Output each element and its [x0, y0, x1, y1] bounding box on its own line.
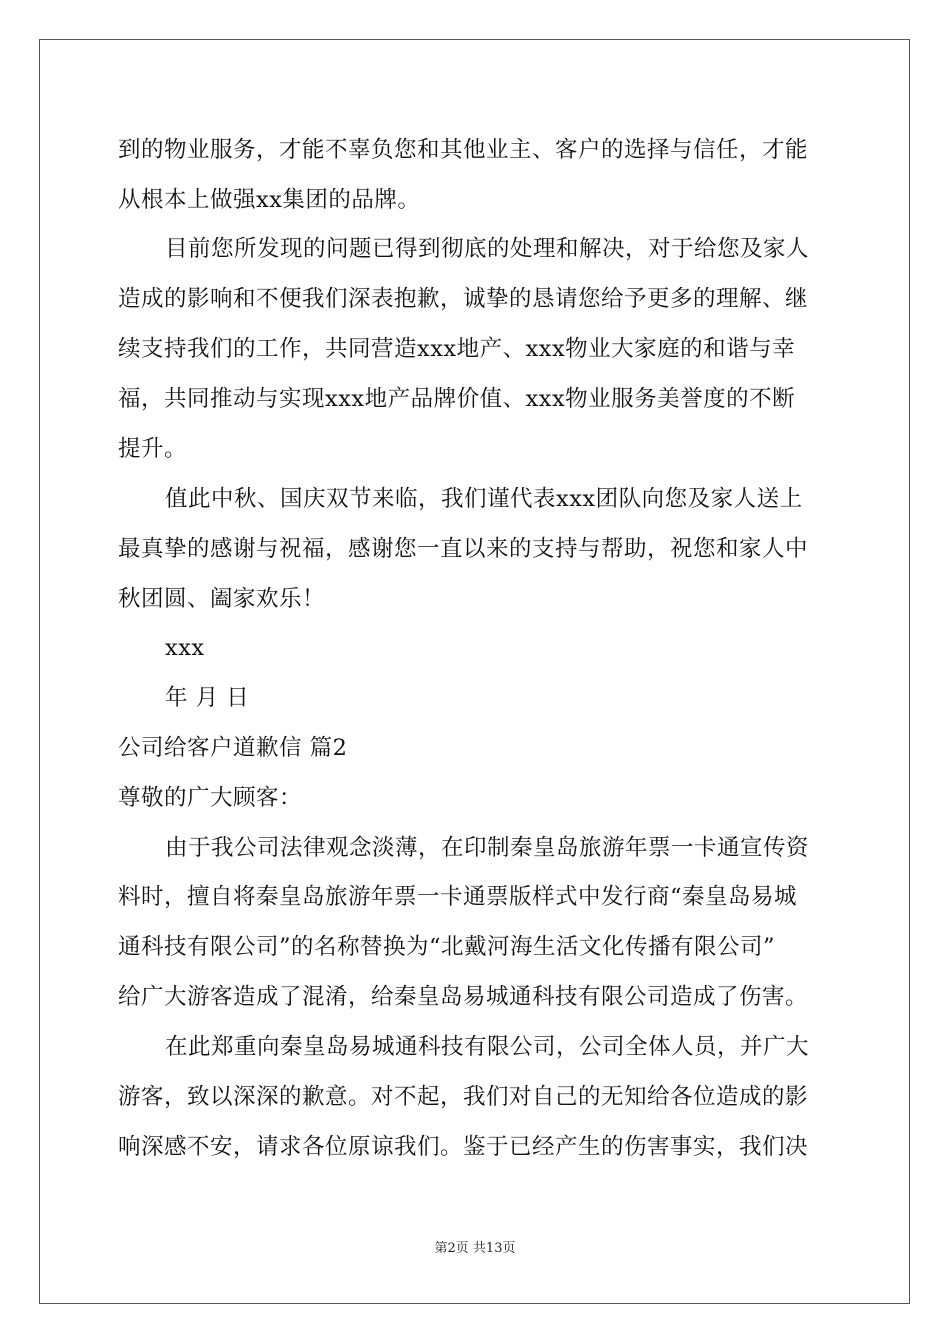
signature-date: 年 月 日 [165, 685, 250, 711]
text-line: 福，共同推动与实现xxx地产品牌价值、xxx物业服务美誉度的不断 [118, 386, 796, 412]
text-line: 从根本上做强xx集团的品牌。 [118, 187, 421, 213]
text-line: 秋团圆、阖家欢乐！ [118, 586, 326, 612]
text-line: 游客，致以深深的歉意。对不起，我们对自己的无知给各位造成的影 [118, 1084, 809, 1110]
text-line: 响深感不安，请求各位原谅我们。鉴于已经产生的伤害事实，我们决 [118, 1134, 809, 1160]
signature-name: xxx [165, 635, 205, 661]
text-line: 最真挚的感谢与祝福，感谢您一直以来的支持与帮助，祝您和家人中 [118, 536, 809, 562]
text-line: 给广大游客造成了混淆，给秦皇岛易城通科技有限公司造成了伤害。 [118, 984, 809, 1010]
text-line: 料时，擅自将秦皇岛旅游年票一卡通票版样式中发行商“秦皇岛易城 [118, 884, 798, 910]
text-line: 提升。 [118, 436, 188, 462]
text-line: 续支持我们的工作，共同营造xxx地产、xxx物业大家庭的和谐与幸 [118, 336, 796, 362]
page-footer: 第2页 共13页 [434, 1241, 516, 1256]
salutation: 尊敬的广大顾客： [118, 785, 303, 811]
section-heading: 公司给客户道歉信 篇2 [118, 735, 348, 761]
text-line: 由于我公司法律观念淡薄，在印制秦皇岛旅游年票一卡通宣传资 [165, 835, 810, 861]
text-line: 到的物业服务，才能不辜负您和其他业主、客户的选择与信任，才能 [118, 137, 809, 163]
text-line: 在此郑重向秦皇岛易城通科技有限公司，公司全体人员，并广大 [165, 1034, 810, 1060]
text-line: 造成的影响和不便我们深表抱歉，诚挚的恳请您给予更多的理解、继 [118, 286, 809, 312]
page-border [39, 39, 910, 1304]
text-line: 目前您所发现的问题已得到彻底的处理和解决，对于给您及家人 [165, 236, 810, 262]
text-line: 通科技有限公司”的名称替换为“北戴河海生活文化传播有限公司” [118, 934, 776, 960]
text-line: 值此中秋、国庆双节来临，我们谨代表xxx团队向您及家人送上 [165, 486, 803, 512]
